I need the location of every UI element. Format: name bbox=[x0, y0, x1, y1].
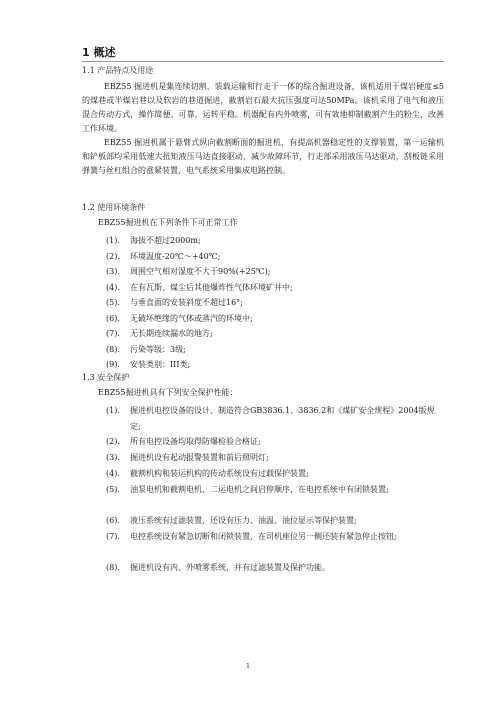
list-item: (5). 与垂直面的安装斜度不超过16°; bbox=[106, 298, 243, 307]
list-item: (6). 无破坏绝缘的气体或蒸汽的环境中; bbox=[106, 313, 253, 323]
chapter-heading: 1 概述 bbox=[82, 46, 116, 59]
list-item: (1). 掘进机电控设备的设计、制造符合GB3836.1、3836.2和《煤矿安全规程》2004版规定; bbox=[106, 406, 435, 431]
list-item: (1). 海拔不超过2000m; bbox=[106, 236, 201, 245]
list-item: (3). 周围空气相对湿度不大于90%(+25℃); bbox=[106, 267, 271, 276]
list-item: (2). 环境温度-20℃～+40℃; bbox=[106, 251, 221, 261]
section-title-1-2: 1.2 使用环境条件 bbox=[82, 203, 146, 212]
list-item: (9). 安装类别：III类; bbox=[106, 360, 191, 369]
list-item: (5). 油泵电机和截割电机、二运电机之间启停顺序，在电控系统中有闭锁装置; bbox=[106, 485, 389, 494]
list-item: (2). 所有电控设备均取得防爆检验合格证; bbox=[106, 437, 261, 446]
list-item: (6). 液压系统有过滤装置，还设有压力、油温、油位显示等保护装置; bbox=[106, 516, 357, 525]
list-item: (3). 掘进机设有起动报警装置和前后照明灯; bbox=[106, 453, 269, 462]
list-item: (7). 无长期连续漏水的地方; bbox=[106, 329, 213, 338]
section-title-1-1: 1.1 产品特点及用途 bbox=[82, 66, 154, 75]
list-item: (4). 截割机构和装运机构的传动系统设有过载保护装置; bbox=[106, 469, 309, 478]
page-number: 1 bbox=[246, 663, 250, 670]
section-title-1-3: 1.3 安全保护 bbox=[82, 373, 130, 382]
safety-intro: EBZ55掘进机具有下列安全保护性能： bbox=[98, 388, 238, 397]
list-item: (8). 污染等级：3级; bbox=[106, 344, 186, 354]
list-item: (7). 电控系统设有紧急切断和闭锁装置，在司机座位另一侧还装有紧急停止按钮; bbox=[106, 532, 397, 541]
paragraph-product-features: EBZ55 掘进机是集连续切割、装载运输和行走于一体的综合掘进设备，该机适用于煤岩硬度≤5的煤巷或半煤岩巷以及软岩的巷道掘进，截割岩石最大抗压强度可达50MPa。该机采用了电气和液压混合传动方式，操作简便、可靠，运转平稳。机器配有内外喷雾，可有效地抑制截割产生的粉尘，改善工作环境。 bbox=[82, 82, 444, 133]
environment-intro: EBZ55掘进机在下列条件下可正常工作 bbox=[98, 218, 238, 227]
paragraph-machine-structure: EBZ55 掘进机属于悬臂式纵向截割断面的掘进机，有提高机器稳定性的支撑装置，第一运输机和铲板部均采用低速大扭矩液压马达直接驱动，减少故障环节，行走部采用液压马达驱动，刮板链采用弹簧与丝杠组合的涨紧装置，电气系统采用集成电路控制。 bbox=[82, 138, 444, 175]
list-item: (4). 在有瓦斯、煤尘后其他爆炸性气体环境矿井中; bbox=[106, 282, 293, 292]
heading-rule bbox=[82, 61, 444, 62]
list-item: (8). 掘进机设有内、外喷雾系统，并有过滤装置及保护功能。 bbox=[106, 563, 330, 572]
